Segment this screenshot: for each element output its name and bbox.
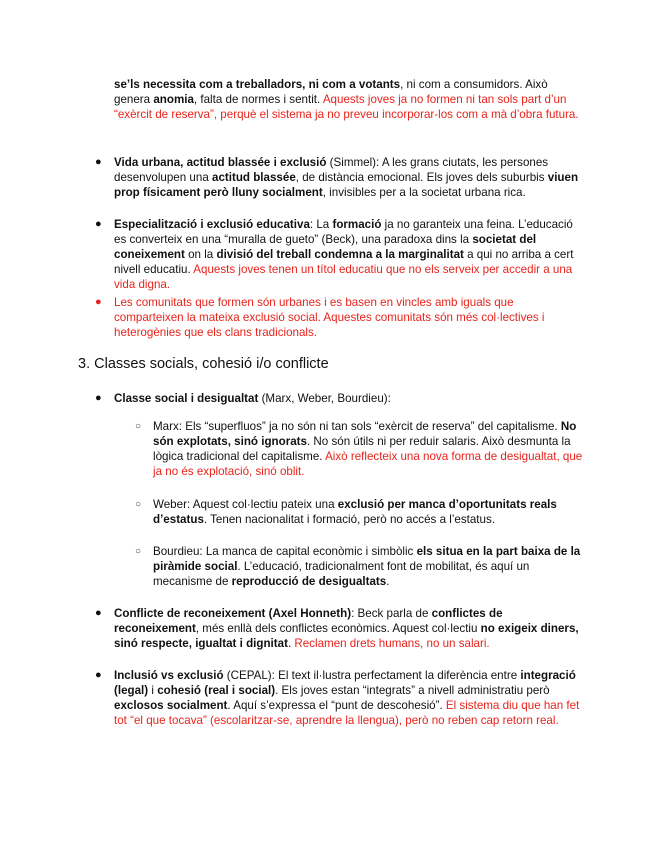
sub-item-bourdieu: Bourdieu: La manca de capital econòmic i simbòlic els situa en la part baixa de la piràmide social. L’educació, tradicionalment font de mobilitat, és aquí un mecanisme de reproducció de desigualtats. [153, 545, 581, 588]
list-item-especialitzacio: Especialització i exclusió educativa: La formació ja no garanteix una feina. L’educació es converteix en una “muralla de gueto” (Beck), una paradoxa dins la societat del coneixement on la divisió del treball condemna a la marginalitat a qui no arriba a cert nivell educatiu. Aquests joves tenen un títol educatiu que no els serveix per accedir a una vida digna. [114, 218, 574, 291]
section-heading: 3. Classes socials, cohesió i/o conflicte [78, 356, 329, 372]
list-item-conflicte: Conflicte de reconeixement (Axel Honneth): Beck parla de conflictes de reconeixement, més enllà dels conflictes econòmics. Aquest col·lectiu no exigeix diners, sinó respecte, igualtat i dignitat. Reclamen drets humans, no un salari. [114, 607, 579, 650]
list-item-classe-social: Classe social i desigualtat (Marx, Weber, Bourdieu): [114, 392, 391, 405]
sub-item-weber: Weber: Aquest col·lectiu pateix una exclusió per manca d’oportunitats reals d’estatus. Tenen nacionalitat i formació, però no accés a l’estatus. [153, 498, 557, 526]
bullet-icon: ● [95, 156, 102, 168]
sub-item-marx: Marx: Els “superfluos” ja no són ni tan sols “exèrcit de reserva” del capitalisme. No són explotats, sinó ignorats. No són útils ni per reduir salaris. Això desmunta la lògica tradicional del capitalisme. Això reflecteix una nova forma de desigualtat, que ja no és explotació, sinó oblit. [153, 420, 583, 478]
sub-bullet-icon: ○ [135, 499, 142, 510]
list-item-comunitats: Les comunitats que formen són urbanes i es basen en vincles amb iguals que comparteixen la mateixa exclusió social. Aquestes comunitats són més col·lectives i heterogènies que els clans tradicionals. [114, 296, 545, 339]
bullet-icon: ● [95, 607, 102, 619]
bullet-icon: ● [95, 392, 102, 404]
list-item-inclusio: Inclusió vs exclusió (CEPAL): El text il·lustra perfectament la diferència entre integració (legal) i cohesió (real i social). Els joves estan “integrats” a nivell administratiu però exclosos socialment. Aquí s’expressa el “punt de descohesió”. El sistema diu que han fet tot “el que tocava” (escolaritzar-se, aprendre la llengua), però no reben cap retorn real. [114, 669, 580, 727]
list-item-vida-urbana: Vida urbana, actitud blassée i exclusió (Simmel): A les grans ciutats, les persones desenvolupen una actitud blassée, de distància emocional. Els joves dels suburbis viuen prop físicament però lluny socialment, invisibles per a la societat urbana rica. [114, 156, 579, 199]
sub-bullet-icon: ○ [135, 421, 142, 432]
intro-paragraph: se’ls necessita com a treballadors, ni com a votants, ni com a consumidors. Això genera anomia, falta de normes i sentit. Aquests joves ja no formen ni tan sols part d’un “exèrcit de reserva”, perquè el sistema ja no preveu incorporar-los com a mà d’obra futura. [114, 78, 579, 121]
bullet-icon: ● [95, 296, 102, 308]
sub-bullet-icon: ○ [135, 546, 142, 557]
bullet-icon: ● [95, 669, 102, 681]
bullet-icon: ● [95, 218, 102, 230]
